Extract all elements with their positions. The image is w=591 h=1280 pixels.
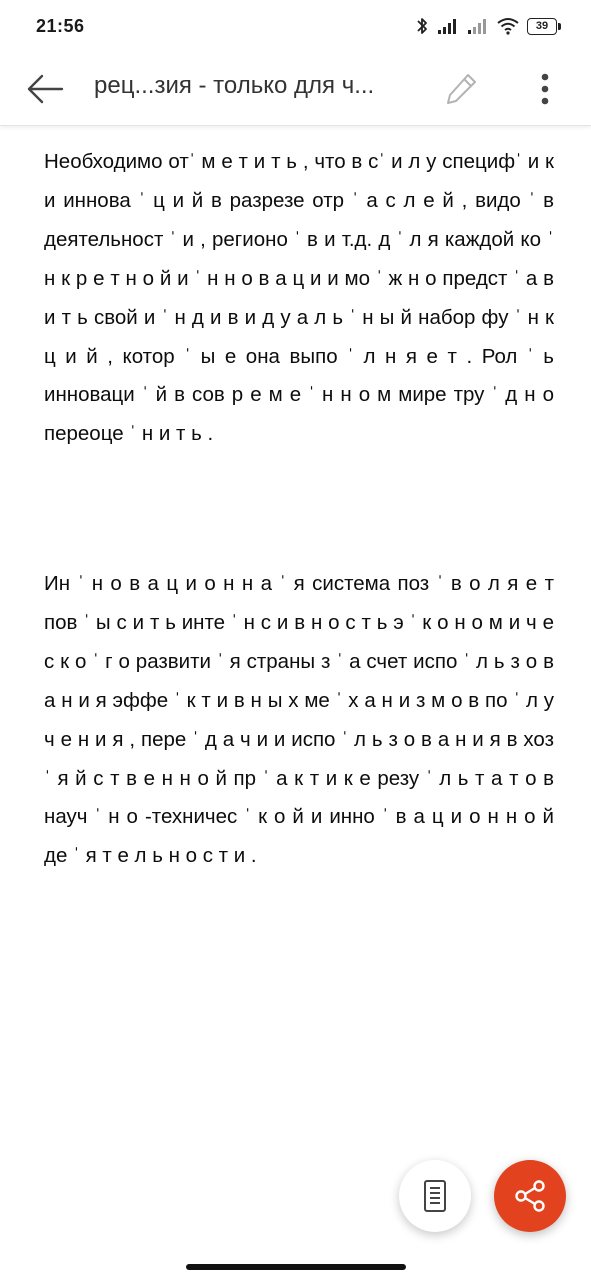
edit-button[interactable] (438, 66, 484, 112)
signal-icon (467, 17, 489, 35)
battery-level: 39 (535, 20, 549, 32)
status-icons (415, 16, 557, 36)
more-vertical-icon (540, 72, 550, 106)
share-button[interactable] (494, 1160, 566, 1232)
back-arrow-icon (26, 74, 64, 104)
document-paragraph: Ин ˈ н о в а ц и о н н а ˈ я система поз ˈ в о л я е т пов ˈ ы с и т ь инте ˈ н с и в н о с т ь э ˈ к о н о м и ч е с к о ˈ г о развити ˈ я страны з ˈ а счет испо ˈ л ь з о в а н и я эффе ˈ к т и в н ы х ме ˈ х а н и з м о в по ˈ л у ч е н и я , пере ˈ д а ч и и испо ˈ л ь з о в а н и я в хоз ˈ я й с т в е н н о й пр ˈ а к т и к е резу ˈ л ь т а т о в науч ˈ н о -техничес ˈ к о й и инно ˈ в а ц и о н н о й де ˈ я т е л ь н о с т и . (44, 572, 554, 868)
more-options-button[interactable] (522, 66, 568, 112)
reading-mode-button[interactable] (399, 1160, 471, 1232)
back-button[interactable] (22, 66, 68, 112)
battery-icon (527, 18, 557, 35)
pencil-icon (443, 71, 479, 107)
app-bar (0, 52, 591, 126)
signal-icon (437, 17, 459, 35)
gesture-navigation-bar[interactable] (186, 1264, 406, 1270)
status-bar (0, 0, 591, 52)
share-icon (512, 1178, 548, 1214)
document-title: рец...зия - только для ч... (94, 72, 375, 99)
status-time: 21:56 (36, 15, 85, 36)
bluetooth-icon (415, 16, 429, 36)
document-paragraph: Необходимо отˈ м е т и т ь , что в сˈ и л у специфˈ и к и иннова ˈ ц и й в разрезе отр ˈ а с л е й , видо ˈ в деятельност ˈ и , регионо ˈ в и т.д. д ˈ л я каждой ко ˈ н к р е т н о й и ˈ н н о в а ц и и мо ˈ ж н о предст ˈ а в и т ь свой и ˈ н д и в и д у а л ь ˈ н ы й набор фу ˈ н к ц и й , котор ˈ ы е она выпо ˈ л н я е т . Рол ˈ ь инноваци ˈ й в сов р е м е ˈ н н о м мире тру ˈ д н о переоце ˈ н и т ь . (44, 150, 554, 446)
wifi-icon (497, 17, 519, 35)
reading-mode-icon (423, 1179, 447, 1213)
